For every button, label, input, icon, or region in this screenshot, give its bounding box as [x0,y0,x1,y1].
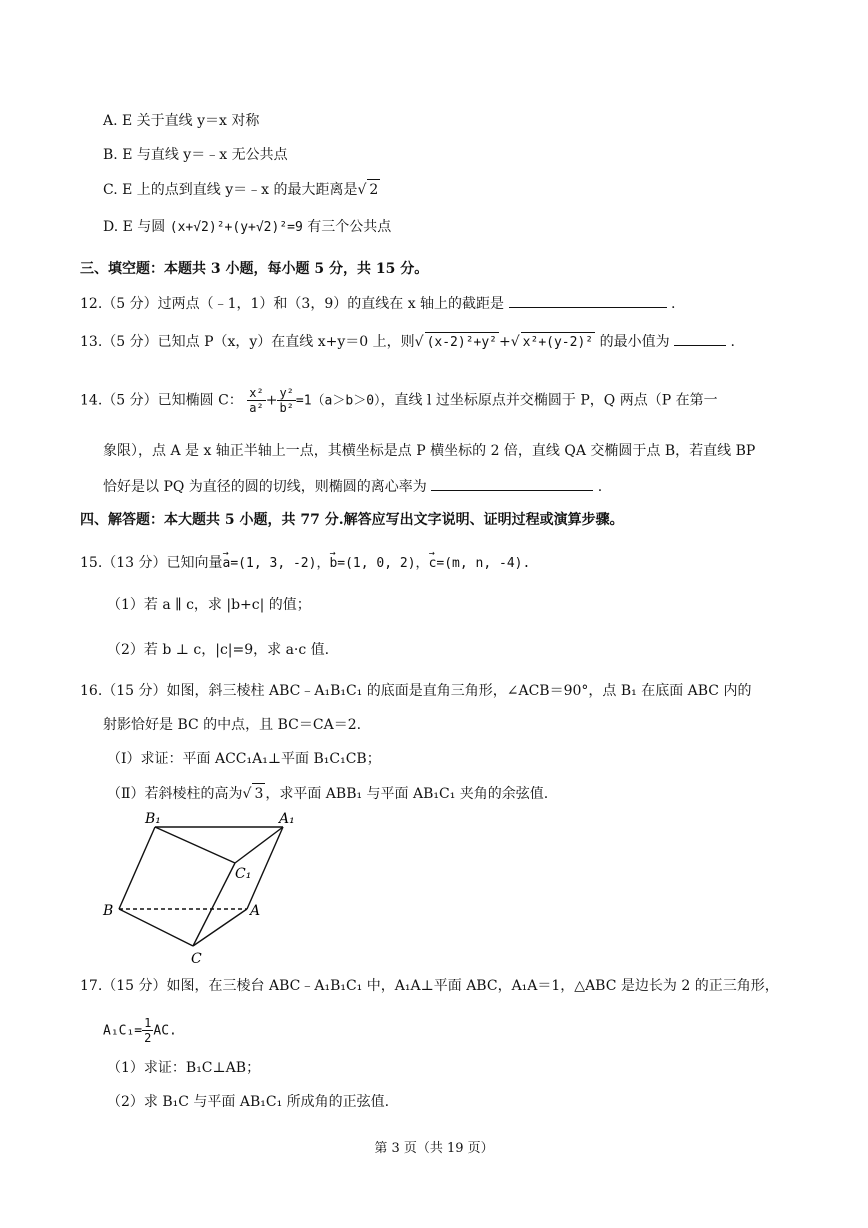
vector-c: → c [429,548,437,574]
answer-blank-12[interactable] [509,293,667,308]
section-4-heading: 四、解答题：本大题共 5 小题，共 77 分.解答应写出文字说明、证明过程或演算步骤。 [80,512,624,528]
question-17-part-1: （1）求证：B₁C⊥AB； [107,1060,261,1076]
question-13-tail: 的最小值为 [599,334,670,350]
option-d-tail: 有三个公共点 [307,219,392,235]
answer-blank-13[interactable] [674,331,726,346]
label-a: A [250,903,261,919]
ac-label: AC. [153,1023,177,1039]
question-16-part-i: （Ⅰ）求证：平面 ACC₁A₁⊥平面 B₁C₁CB； [107,751,381,767]
edge-b1-c1 [155,827,235,863]
question-14-line-3: 恰好是以 PQ 为直径的圆的切线，则椭圆的离心率为 . [103,476,602,497]
label-a1: A₁ [279,811,295,827]
label-b: B [103,903,114,919]
question-14-line-2: 象限），点 A 是 x 轴正半轴上一点，其横坐标是点 P 横坐标的 2 倍，直线 QA 交椭圆于点 B，若直线 BP [103,443,756,459]
q13-radical-2: x²+(y-2)² [521,332,595,353]
vector-b: → b [329,548,337,574]
answer-blank-14[interactable] [431,476,593,491]
option-c: C. E 上的点到直线 y＝﹣x 的最大距离是√ 2 [103,179,380,200]
vector-c-value: =(m, n, -4). [436,556,531,571]
option-d-expression: (x+√2)²+(y+√2)²=9 [169,220,303,235]
prism-figure [95,808,310,968]
fraction-x2-a2: $\frac{\text{x²}}{\text{a²}}$ [249,386,264,415]
edge-b-c [119,909,193,946]
question-14-line-1: 14.（5 分）已知椭圆 C： $\frac{\text{x²}}{\text{a²}}$ + $\frac{\text{y²}}{\text{b²}}$ =1（a＞b＞0），直线 l 过坐标原点并交椭圆于 P，Q 两点（P 在第一 [80,386,718,415]
option-d [103,217,391,238]
question-17-line-2 [103,1016,177,1045]
fraction-y2-b2: $\frac{\text{y²}}{\text{b²}}$ [279,386,294,415]
section-3-heading: 三、填空题：本题共 3 小题，每小题 5 分，共 15 分。 [80,261,429,277]
option-c-radicand: 2 [367,179,380,200]
question-17-line-1: 17.（15 分）如图，在三棱台 ABC﹣A₁B₁C₁ 中，A₁A⊥平面 ABC，A₁A＝1，△ABC 是边长为 2 的正三角形， [80,978,779,994]
question-16-part-ii-tail: ，求平面 ABB₁ 与平面 AB₁C₁ 夹角的余弦值. [265,786,549,802]
edge-a1-a [247,827,283,909]
option-b: B. E 与直线 y＝﹣x 无公共点 [103,147,288,163]
question-13: 13.（5 分）已知点 P（x，y）在直线 x+y＝0 上，则√ (x-2)²+y² +√ x²+(y-2)² 的最小值为 . [80,331,735,353]
question-13-text: 13.（5 分）已知点 P（x，y）在直线 x+y＝0 上，则 [80,334,415,350]
question-15-part-1: （1）若 a ∥ c，求 |b+c| 的值； [107,597,311,613]
edge-c-a [193,909,247,946]
question-12-text: 12.（5 分）过两点（﹣1，1）和（3，9）的直线在 x 轴上的截距是 [80,296,505,312]
option-c-text: C. E 上的点到直线 y＝﹣x 的最大距离是 [103,182,358,198]
edge-c1-c [193,863,235,946]
q13-radical-1: (x-2)²+y² [425,332,499,353]
question-14-text: 14.（5 分）已知椭圆 C： [80,392,243,409]
question-14-rest: ，直线 l 过坐标原点并交椭圆于 P，Q 两点（P 在第一 [380,392,718,409]
ellipse-condition: =1（a＞b＞0） [295,393,381,409]
question-14-line-3-text: 恰好是以 PQ 为直径的圆的切线，则椭圆的离心率为 [103,479,427,495]
fraction-one-half: $\frac{1}{2}$ [144,1016,152,1045]
option-a: A. E 关于直线 y＝x 对称 [103,113,260,129]
question-17-part-2: （2）求 B₁C 与平面 AB₁C₁ 所成角的正弦值. [107,1094,390,1110]
vector-b-value: =(1, 0, 2)， [337,556,429,571]
edge-b1-b [119,827,155,909]
question-15-text: 15.（13 分）已知向量 [80,555,223,571]
question-15-part-2: （2）若 b ⊥ c，|c|=9，求 a·c 值. [107,642,330,658]
question-16-part-ii-text: （Ⅱ）若斜棱柱的高为 [107,786,243,802]
page-footer: 第 3 页（共 19 页） [374,1141,494,1156]
question-16-line-2: 射影恰好是 BC 的中点，且 BC＝CA＝2. [103,717,362,733]
question-16-part-ii: （Ⅱ）若斜棱柱的高为√ 3 ，求平面 ABB₁ 与平面 AB₁C₁ 夹角的余弦值. [107,783,548,804]
label-c: C [191,951,202,967]
a1c1-label: A₁C₁= [103,1023,143,1039]
option-d-text: D. E 与圆 [103,219,166,235]
label-b1: B₁ [145,811,161,827]
label-c1: C₁ [235,866,252,882]
vector-a: → a [223,548,231,574]
vector-a-value: =(1, 3, -2)， [230,556,330,571]
height-radicand: 3 [252,783,265,804]
question-15 [80,548,530,574]
question-16-line-1: 16.（15 分）如图，斜三棱柱 ABC﹣A₁B₁C₁ 的底面是直角三角形，∠ACB＝90°，点 B₁ 在底面 ABC 内的 [80,683,752,699]
question-12: 12.（5 分）过两点（﹣1，1）和（3，9）的直线在 x 轴上的截距是 . [80,293,675,314]
